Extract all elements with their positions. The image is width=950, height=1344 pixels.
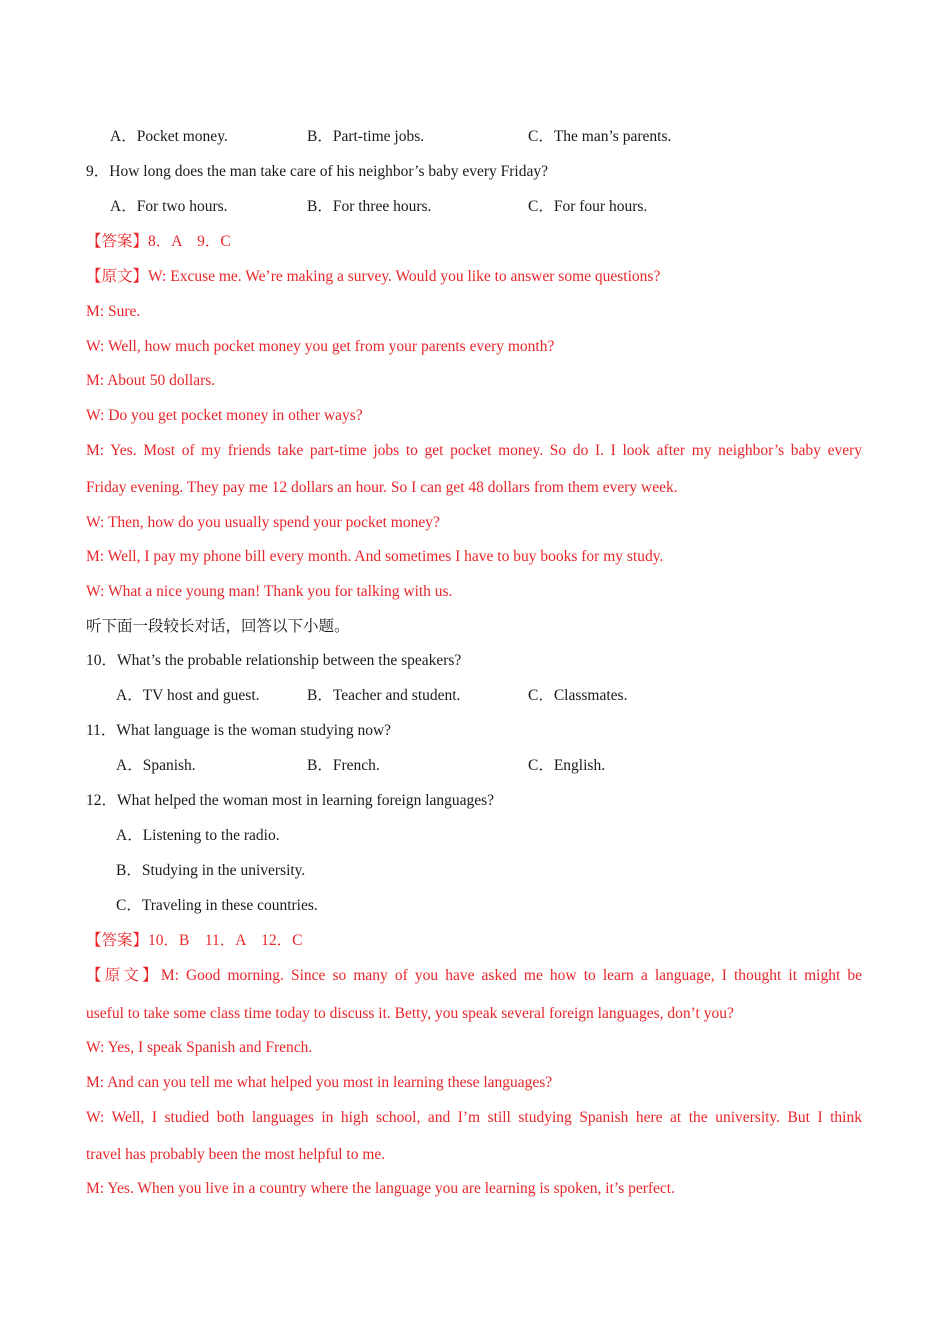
q10-option-c: C．Classmates.	[528, 687, 628, 704]
q12-question: 12．What helped the woman most in learning foreign languages?	[86, 792, 495, 809]
q8-option-c: C．The man’s parents.	[528, 128, 672, 145]
transcript-line: Friday evening. They pay me 12 dollars an hour. So I can get 48 dollars from them every week.	[86, 479, 678, 496]
transcript-line: W: Well, I studied both languages in high school, and I’m still studying Spanish here at the university. But I think	[86, 1109, 862, 1126]
q11-option-a: A．Spanish.	[116, 757, 196, 774]
q11-question: 11．What language is the woman studying now?	[86, 722, 392, 739]
q8-option-a: A．Pocket money.	[110, 128, 228, 145]
q10-option-a: A．TV host and guest.	[116, 687, 260, 704]
q12-option-b: B．Studying in the university.	[116, 862, 306, 879]
transcript-line: W: Then, how do you usually spend your pocket money?	[86, 514, 440, 531]
q11-option-b: B．French.	[307, 757, 380, 774]
q11-option-c: C．English.	[528, 757, 606, 774]
q10-question: 10．What’s the probable relationship between the speakers?	[86, 652, 462, 669]
transcript-line: M: Yes. Most of my friends take part-time jobs to get pocket money. So do I. I look after my neighbor’s baby every	[86, 442, 862, 459]
answer-key-1: 【答案】8．A 9．C	[86, 233, 231, 250]
transcript-line: useful to take some class time today to discuss it. Betty, you speak several foreign languages, don’t you?	[86, 1005, 734, 1022]
transcript-line: travel has probably been the most helpful to me.	[86, 1146, 386, 1163]
transcript-line: W: Yes, I speak Spanish and French.	[86, 1039, 313, 1056]
q12-option-a: A．Listening to the radio.	[116, 827, 280, 844]
transcript-line: W: Do you get pocket money in other ways?	[86, 407, 363, 424]
section-instruction: 听下面一段较长对话，回答以下小题。	[86, 618, 350, 635]
q10-option-b: B．Teacher and student.	[307, 687, 461, 704]
transcript-line: M: Sure.	[86, 303, 141, 320]
q9-option-c: C．For four hours.	[528, 198, 648, 215]
transcript-line: M: About 50 dollars.	[86, 372, 216, 389]
q8-option-b: B．Part-time jobs.	[307, 128, 425, 145]
transcript-line: M: Well, I pay my phone bill every month. And sometimes I have to buy books for my study.	[86, 548, 664, 565]
q9-option-b: B．For three hours.	[307, 198, 432, 215]
transcript-line: W: What a nice young man! Thank you for talking with us.	[86, 583, 453, 600]
transcript-line: 【原文】M: Good morning. Since so many of you have asked me how to learn a language, I thought it might be	[86, 967, 862, 984]
answer-key-2: 【答案】10．B 11．A 12．C	[86, 932, 303, 949]
q9-question: 9．How long does the man take care of his neighbor’s baby every Friday?	[86, 163, 549, 180]
transcript-line: 【原文】W: Excuse me. We’re making a survey. Would you like to answer some questions?	[86, 268, 661, 285]
transcript-line: M: And can you tell me what helped you most in learning these languages?	[86, 1074, 553, 1091]
transcript-line: W: Well, how much pocket money you get from your parents every month?	[86, 338, 555, 355]
q9-option-a: A．For two hours.	[110, 198, 228, 215]
transcript-line: M: Yes. When you live in a country where the language you are learning is spoken, it’s perfect.	[86, 1180, 675, 1197]
q12-option-c: C．Traveling in these countries.	[116, 897, 318, 914]
